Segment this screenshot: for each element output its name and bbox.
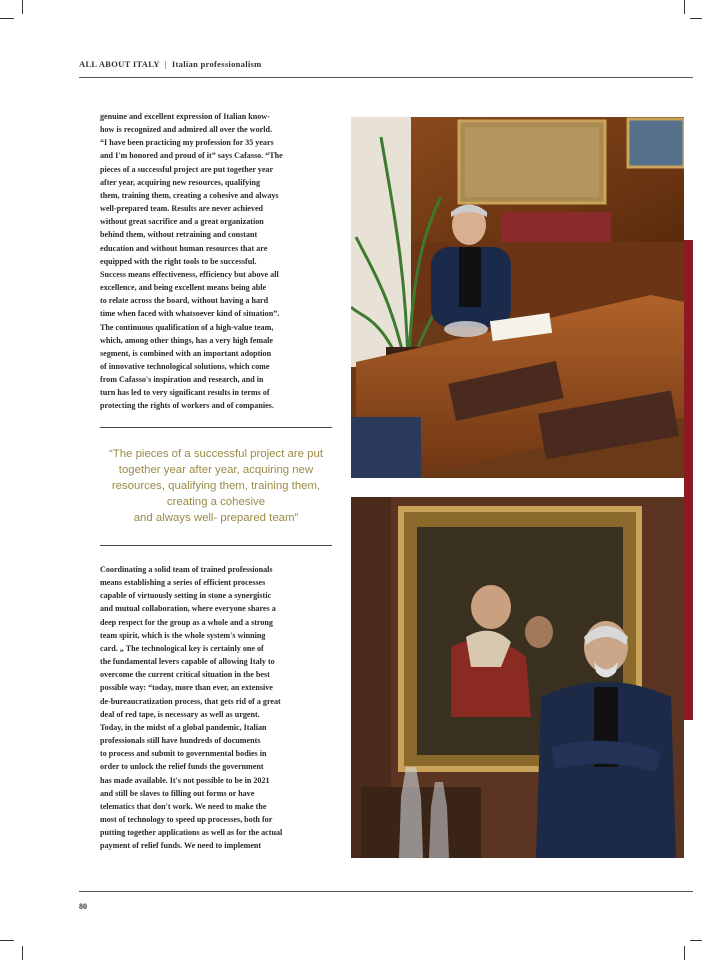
- text-line: without great sacrifice and a great organization: [100, 217, 264, 227]
- crop-mark: [22, 0, 23, 14]
- quote-line: and always well- prepared team”: [133, 512, 299, 524]
- text-line: from Cafasso's inspiration and research, and in: [100, 375, 264, 385]
- text-line: most of technology to speed up processes, both for: [100, 814, 273, 824]
- text-line: behind them, without retraining and constant: [100, 230, 258, 240]
- text-line: capable of virtuously setting in stone a synergistic: [100, 591, 272, 601]
- portrait-scene: [351, 497, 684, 858]
- crop-mark: [684, 946, 685, 960]
- text-line: protecting the rights of workers and of companies.: [100, 401, 274, 411]
- text-line: Today, in the midst of a global pandemic, Italian: [100, 722, 267, 732]
- page-number: 80: [79, 902, 87, 911]
- text-line: has made available. It's not possible to be in 2021: [100, 775, 270, 785]
- quote-line: together year after year, acquiring new: [118, 464, 314, 476]
- quote-line: “The pieces of a successful project are put: [109, 448, 323, 460]
- text-line: card. „ The technological key is certainly one of: [100, 643, 264, 653]
- text-line: overcome the current critical situation in the best: [100, 670, 270, 680]
- text-line: how is recognized and admired all over the world.: [100, 125, 272, 135]
- text-line: them, training them, creating a cohesive and always: [100, 190, 279, 200]
- crop-mark: [690, 18, 702, 19]
- text-line: after year, acquiring new resources, qualifying: [100, 177, 260, 187]
- footer-rule: [79, 891, 693, 892]
- text-line: genuine and excellent expression of Italian know-: [100, 112, 270, 121]
- accent-band: [684, 240, 693, 720]
- text-line: Coordinating a solid team of trained professionals: [100, 565, 273, 574]
- text-line: and still be slaves to filling out forms or have: [100, 788, 255, 798]
- pull-quote: [100, 446, 332, 526]
- header-separator: |: [164, 59, 167, 69]
- header-subtitle: Italian professionalism: [171, 59, 262, 69]
- text-line: means establishing a series of efficient processes: [100, 578, 266, 588]
- text-line: well-prepared team. Results are never achieved: [100, 204, 264, 214]
- text-line: to process and submit to governmental bodies in: [100, 749, 267, 759]
- crop-mark: [684, 0, 685, 14]
- text-line: which, among other things, has a very high female: [100, 335, 273, 345]
- quote-rule-top: [100, 427, 332, 428]
- crop-mark: [690, 940, 702, 941]
- text-line: to relate across the board, without having a hard: [100, 296, 269, 306]
- text-line: The continuous qualification of a high-value team,: [100, 322, 274, 332]
- text-line: education and without human resources that are: [100, 243, 268, 253]
- text-line: order to unlock the relief funds the government: [100, 762, 264, 772]
- text-line: payment of relief funds. We need to implement: [100, 841, 262, 851]
- text-line: pieces of a successful project are put together year: [100, 164, 274, 174]
- text-line: and I'm honored and proud of it” says Cafasso. “The: [100, 151, 283, 161]
- text-line: professionals still have hundreds of documents: [100, 736, 261, 746]
- quote-line: creating a cohesive: [166, 496, 266, 508]
- text-line: Success means effectiveness, efficiency but above all: [100, 269, 279, 279]
- text-line: segment, is combined with an important adoption: [100, 348, 272, 358]
- running-header: [79, 59, 262, 69]
- office-photo: [351, 117, 684, 478]
- text-line: turn has led to very significant results in terms of: [100, 388, 270, 398]
- text-line: de-bureaucratization process, that gets rid of a great: [100, 696, 281, 706]
- text-line: of innovative technological solutions, which come: [100, 361, 270, 371]
- text-line: deal of red tape, is necessary as well as urgent.: [100, 709, 260, 719]
- portrait-photo: [351, 497, 684, 858]
- text-line: equipped with the right tools to be successful.: [100, 256, 257, 266]
- office-scene: [351, 117, 684, 478]
- text-line: team spirit, which is the whole system's winning: [100, 630, 266, 640]
- text-line: possible way: “today, more than ever, an extensive: [100, 683, 273, 693]
- text-line: putting together applications as well as for the actual: [100, 828, 283, 838]
- text-line: and mutual collaboration, where everyone shares a: [100, 604, 276, 614]
- text-line: excellence, and being excellent means being able: [100, 283, 267, 293]
- quote-line: resources, qualifying them, training them,: [111, 480, 321, 492]
- text-line: the fundamental levers capable of allowing Italy to: [100, 657, 275, 667]
- crop-mark: [22, 946, 23, 960]
- header-rule: [79, 77, 693, 78]
- text-line: deep respect for the group as a whole and a strong: [100, 617, 273, 627]
- crop-mark: [0, 18, 14, 19]
- text-line: telematics that don't work. We need to make the: [100, 801, 267, 811]
- body-text-bottom: [100, 563, 328, 852]
- body-text-top: [100, 110, 328, 413]
- header-section: ALL ABOUT ITALY: [79, 59, 160, 69]
- quote-rule-bottom: [100, 545, 332, 546]
- text-line: “I have been practicing my profession for 35 years: [100, 138, 274, 148]
- crop-mark: [0, 940, 14, 941]
- text-line: time when faced with whatsoever kind of situation”.: [100, 309, 280, 319]
